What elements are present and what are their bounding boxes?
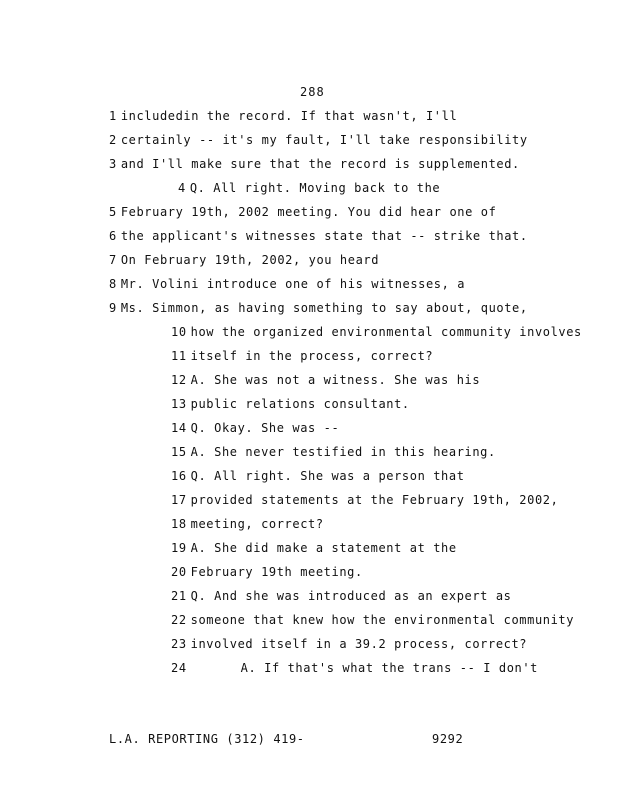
line-text: Q. All right. She was a person that (190, 469, 465, 483)
line-text: February 19th meeting. (190, 565, 363, 579)
transcript-line (171, 420, 339, 436)
line-text: includedin the record. If that wasn't, I'll (120, 109, 458, 123)
line-text: involved itself in a 39.2 process, correct? (190, 637, 528, 651)
line-number: 17 (171, 493, 187, 507)
line-number: 10 (171, 325, 187, 339)
page-number: 288 (300, 85, 325, 99)
line-text: itself in the process, correct? (190, 349, 434, 363)
line-number: 13 (171, 397, 187, 411)
line-number: 24 (171, 661, 187, 675)
transcript-line (171, 636, 527, 652)
line-text: A. She never testified in this hearing. (190, 445, 496, 459)
line-number: 8 (109, 277, 117, 291)
transcript-line (178, 180, 440, 196)
line-text: certainly -- it's my fault, I'll take responsibility (120, 133, 528, 147)
line-number: 15 (171, 445, 187, 459)
line-number: 20 (171, 565, 187, 579)
line-number: 7 (109, 253, 117, 267)
transcript-line (171, 540, 457, 556)
line-number: 16 (171, 469, 187, 483)
line-text: someone that knew how the environmental community (190, 613, 575, 627)
transcript-line (171, 660, 538, 676)
transcript-line (171, 396, 410, 412)
line-text: A. If that's what the trans -- I don't (240, 661, 538, 675)
line-number: 23 (171, 637, 187, 651)
line-text: how the organized environmental community involves (190, 325, 582, 339)
line-text: Ms. Simmon, as having something to say about, quote, (120, 301, 528, 315)
transcript-line (171, 588, 511, 604)
line-text: and I'll make sure that the record is supplemented. (120, 157, 520, 171)
footer-phone-suffix: 9292 (432, 732, 464, 746)
transcript-line (109, 228, 528, 244)
transcript-line (171, 348, 433, 364)
line-number: 6 (109, 229, 117, 243)
transcript-line (171, 372, 480, 388)
transcript-line (109, 300, 528, 316)
line-number: 5 (109, 205, 117, 219)
transcript-line (171, 468, 465, 484)
line-text: Mr. Volini introduce one of his witnesses, a (120, 277, 466, 291)
line-text: February 19th, 2002 meeting. You did hear one of (120, 205, 497, 219)
line-number: 11 (171, 349, 187, 363)
transcript-line (109, 204, 496, 220)
transcript-line (109, 252, 379, 268)
line-number: 14 (171, 421, 187, 435)
line-number: 12 (171, 373, 187, 387)
transcript-line (109, 132, 528, 148)
line-text: Q. All right. Moving back to the (189, 181, 441, 195)
transcript-line (109, 108, 457, 124)
line-number: 9 (109, 301, 117, 315)
transcript-line (171, 324, 582, 340)
line-text: the applicant's witnesses state that -- strike that. (120, 229, 528, 243)
line-number: 4 (178, 181, 186, 195)
line-text: Q. And she was introduced as an expert as (190, 589, 512, 603)
transcript-line (109, 156, 520, 172)
line-number: 22 (171, 613, 187, 627)
line-number: 2 (109, 133, 117, 147)
transcript-line (171, 492, 558, 508)
line-number: 18 (171, 517, 187, 531)
line-text: meeting, correct? (190, 517, 324, 531)
line-number: 19 (171, 541, 187, 555)
line-text: public relations consultant. (190, 397, 410, 411)
line-number: 1 (109, 109, 117, 123)
footer-reporter: L.A. REPORTING (312) 419- (109, 732, 305, 746)
transcript-line (171, 564, 363, 580)
transcript-line (171, 516, 324, 532)
transcript-line (109, 276, 465, 292)
line-number: 21 (171, 589, 187, 603)
line-text: On February 19th, 2002, you heard (120, 253, 380, 267)
line-text: Q. Okay. She was -- (190, 421, 340, 435)
transcript-line (171, 612, 574, 628)
transcript-line (171, 444, 496, 460)
line-text: A. She did make a statement at the (190, 541, 457, 555)
line-number: 3 (109, 157, 117, 171)
line-text: provided statements at the February 19th, 2002, (190, 493, 559, 507)
line-text: A. She was not a witness. She was his (190, 373, 481, 387)
